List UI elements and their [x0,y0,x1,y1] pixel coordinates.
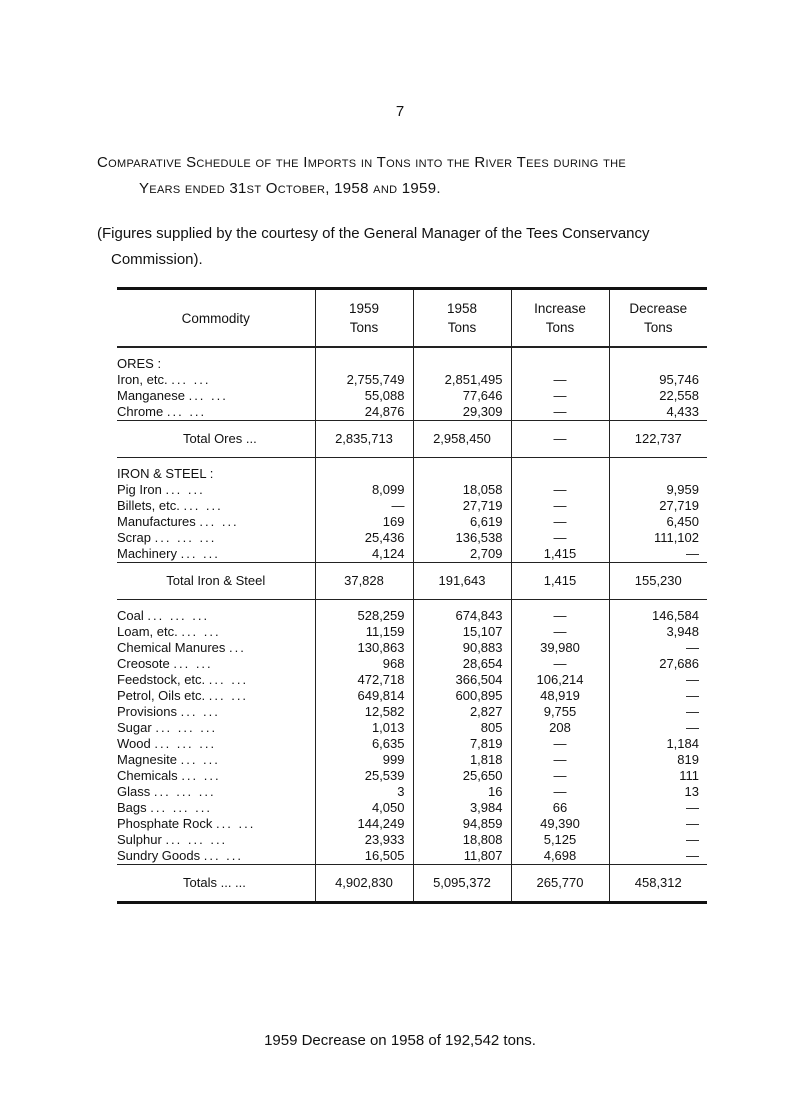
value-1959: 6,635 [315,736,413,752]
value-increase: — [511,752,609,768]
commodity-name: Sugar [117,720,152,735]
commodity-name: Feedstock, etc. [117,672,206,687]
commodity-cell [117,784,315,800]
commodity-cell [117,704,315,720]
commodity-cell [117,388,315,404]
value-decrease: — [609,546,707,563]
value-increase: — [511,372,609,388]
leader-dots: ... ... [180,752,220,767]
total-1958: 2,958,450 [413,421,511,458]
total-1958: 5,095,372 [413,865,511,902]
value-1958: 136,538 [413,530,511,546]
value-decrease: — [609,848,707,865]
header-increase: Increase Tons [511,290,609,347]
table-row [117,514,707,530]
value-1958: 11,807 [413,848,511,865]
leader-dots: ... ... ... [154,736,217,751]
value-1958: 27,719 [413,498,511,514]
leader-dots: ... ... [173,656,213,671]
commodity-cell [117,372,315,388]
value-increase: 48,919 [511,688,609,704]
value-1959: 3 [315,784,413,800]
value-1958: 77,646 [413,388,511,404]
value-1958: 18,808 [413,832,511,848]
commodity-name: Billets, etc. [117,498,180,513]
total-row [117,421,707,458]
leader-dots: ... ... [180,546,220,561]
section-heading: IRON & STEEL : [117,466,214,481]
table-row [117,482,707,498]
commodity-name: Creosote [117,656,170,671]
value-1958: 805 [413,720,511,736]
title-line-2: Years ended 31st October, 1958 and 1959. [139,180,441,197]
commodity-name: Chrome [117,404,164,419]
value-increase: — [511,736,609,752]
value-decrease: 111 [609,768,707,784]
commodity-name: Glass [117,784,151,799]
total-row [117,563,707,600]
value-increase: 106,214 [511,672,609,688]
value-1958: 15,107 [413,624,511,640]
leader-dots: ... [229,640,246,655]
total-increase: 1,415 [511,563,609,600]
title-line-1: Comparative Schedule of the Imports in Tons into the River Tees during the [97,154,627,171]
total-1959: 4,902,830 [315,865,413,902]
value-1959: 4,124 [315,546,413,563]
value-increase: 208 [511,720,609,736]
leader-dots: ... ... ... [154,530,217,545]
value-decrease: 95,746 [609,372,707,388]
value-decrease: 146,584 [609,608,707,624]
value-increase: — [511,482,609,498]
value-decrease: 6,450 [609,514,707,530]
table-bottom-rule [117,901,707,904]
value-1958: 6,619 [413,514,511,530]
commodity-cell [117,498,315,514]
commodity-name: Bags [117,800,147,815]
value-increase: — [511,514,609,530]
table-row [117,372,707,388]
empty-cell [413,356,511,372]
value-1958: 674,843 [413,608,511,624]
value-decrease: 9,959 [609,482,707,498]
leader-dots: ... ... [165,482,205,497]
value-decrease: — [609,816,707,832]
value-1958: 1,818 [413,752,511,768]
commodity-cell [117,482,315,498]
value-1958: 28,654 [413,656,511,672]
value-1959: 528,259 [315,608,413,624]
commodity-name: Chemical Manures [117,640,226,655]
commodity-name: Wood [117,736,151,751]
spacer-cell [511,458,609,467]
empty-cell [609,466,707,482]
empty-cell [511,356,609,372]
total-label [117,563,315,600]
total-1959: 2,835,713 [315,421,413,458]
leader-dots: ... ... ... [155,720,218,735]
value-decrease: 1,184 [609,736,707,752]
spacer-cell [315,347,413,356]
value-increase: 1,415 [511,546,609,563]
value-increase: — [511,404,609,421]
total-decrease: 458,312 [609,865,707,902]
value-1959: 4,050 [315,800,413,816]
table-row [117,752,707,768]
spacer-cell [117,347,315,356]
leader-dots: ... ... [208,688,249,703]
source-note-line-1: (Figures supplied by the courtesy of the General Manager of the Tees Conservancy [97,225,650,242]
section-heading-row [117,466,707,482]
leader-dots: ... ... ... [150,800,212,815]
commodity-cell [117,640,315,656]
leader-dots: ... ... [199,514,239,529]
value-1959: 8,099 [315,482,413,498]
spacer-row [117,458,707,467]
spacer-cell [609,600,707,609]
leader-dots: ... ... [208,672,249,687]
value-decrease: — [609,720,707,736]
value-increase: — [511,768,609,784]
value-1959: 11,159 [315,624,413,640]
value-1959: 16,505 [315,848,413,865]
commodity-name: Scrap [117,530,151,545]
value-increase: — [511,498,609,514]
commodity-name: Sulphur [117,832,162,847]
table-row [117,546,707,563]
value-decrease: 13 [609,784,707,800]
value-1958: 16 [413,784,511,800]
commodity-name: Manufactures [117,514,196,529]
value-increase: — [511,624,609,640]
spacer-row [117,600,707,609]
leader-dots: ... ... [216,816,256,831]
spacer-cell [413,347,511,356]
value-1958: 2,709 [413,546,511,563]
value-1959: 2,755,749 [315,372,413,388]
leader-dots: ... ... ... [153,784,216,799]
spacer-cell [117,600,315,609]
empty-cell [413,466,511,482]
commodity-name: Provisions [117,704,177,719]
leader-dots: ... ... ... [165,832,228,847]
table-row [117,656,707,672]
table-row [117,768,707,784]
leader-dots: ... ... [166,404,207,419]
value-1959: 55,088 [315,388,413,404]
value-1958: 2,851,495 [413,372,511,388]
table-row [117,816,707,832]
value-decrease: — [609,640,707,656]
table-row [117,800,707,816]
source-note [97,221,717,273]
table-row [117,624,707,640]
total-name: Total Iron & Steel [166,573,266,588]
value-1958: 7,819 [413,736,511,752]
leader-dots: ... ... [203,848,244,863]
commodity-cell [117,720,315,736]
leader-dots: ... ... [220,875,246,890]
value-1959: 130,863 [315,640,413,656]
source-note-line-2: Commission). [111,251,203,268]
commodity-name: Manganese [117,388,185,403]
value-increase: — [511,530,609,546]
value-decrease: — [609,832,707,848]
commodity-cell [117,624,315,640]
spacer-cell [609,458,707,467]
table-row [117,784,707,800]
value-1959: 12,582 [315,704,413,720]
commodity-cell [117,848,315,865]
commodity-cell [117,656,315,672]
header-1959: 1959 Tons [315,290,413,347]
total-decrease: 155,230 [609,563,707,600]
value-increase: — [511,784,609,800]
commodity-cell [117,768,315,784]
spacer-cell [511,347,609,356]
commodity-cell [117,608,315,624]
commodity-cell [117,832,315,848]
value-increase: — [511,388,609,404]
commodity-name: Phosphate Rock [117,816,213,831]
spacer-cell [117,458,315,467]
table-row [117,404,707,421]
commodity-name: Pig Iron [117,482,162,497]
spacer-cell [511,600,609,609]
page-number: 7 [395,103,405,120]
table-row [117,720,707,736]
value-1958: 2,827 [413,704,511,720]
leader-dots: ... [245,431,257,446]
commodity-cell [117,530,315,546]
commodity-name: Loam, etc. [117,624,178,639]
commodity-name: Iron, etc. [117,372,168,387]
table-row [117,704,707,720]
commodity-cell [117,514,315,530]
commodity-cell [117,672,315,688]
empty-cell [315,356,413,372]
value-1959: 25,436 [315,530,413,546]
section-heading: ORES : [117,356,162,371]
value-increase: 39,980 [511,640,609,656]
header-commodity: Commodity [117,290,315,347]
value-decrease: 27,719 [609,498,707,514]
total-1959: 37,828 [315,563,413,600]
value-1959: 1,013 [315,720,413,736]
commodity-name: Petrol, Oils etc. [117,688,206,703]
leader-dots: ... ... [171,372,211,387]
commodity-name: Sundry Goods [117,848,201,863]
value-1959: 649,814 [315,688,413,704]
commodity-name: Coal [117,608,144,623]
commodity-cell [117,752,315,768]
value-1959: 24,876 [315,404,413,421]
leader-dots: ... ... [181,768,221,783]
leader-dots: ... ... [183,498,223,513]
value-decrease: — [609,800,707,816]
value-1959: 472,718 [315,672,413,688]
value-increase: 5,125 [511,832,609,848]
page-title [97,150,717,202]
imports-table [117,287,707,904]
value-1959: 999 [315,752,413,768]
table-row [117,688,707,704]
value-1959: 968 [315,656,413,672]
commodity-cell [117,816,315,832]
value-decrease: — [609,688,707,704]
table-row [117,848,707,865]
value-decrease: — [609,704,707,720]
table-row [117,608,707,624]
value-1959: 23,933 [315,832,413,848]
value-1958: 29,309 [413,404,511,421]
value-increase: 49,390 [511,816,609,832]
leader-dots: ... ... ... [147,608,210,623]
value-decrease: 111,102 [609,530,707,546]
commodity-cell [117,736,315,752]
leader-dots: ... ... [188,388,228,403]
table-row [117,736,707,752]
value-decrease: 819 [609,752,707,768]
value-1958: 366,504 [413,672,511,688]
value-1959: 25,539 [315,768,413,784]
total-decrease: 122,737 [609,421,707,458]
value-increase: — [511,608,609,624]
table-header-row [117,290,707,347]
value-decrease: 3,948 [609,624,707,640]
leader-dots: ... ... [180,704,220,719]
value-1958: 94,859 [413,816,511,832]
commodity-name: Magnesite [117,752,177,767]
value-decrease: 4,433 [609,404,707,421]
table-row [117,832,707,848]
value-1958: 25,650 [413,768,511,784]
total-1958: 191,643 [413,563,511,600]
value-1959: 144,249 [315,816,413,832]
value-increase: 66 [511,800,609,816]
empty-cell [511,466,609,482]
commodity-cell [117,688,315,704]
commodity-name: Chemicals [117,768,178,783]
total-label [117,865,315,902]
total-name: Total Ores [183,431,243,446]
header-decrease: Decrease Tons [609,290,707,347]
value-1958: 18,058 [413,482,511,498]
commodity-cell [117,404,315,421]
total-increase: 265,770 [511,865,609,902]
decrease-summary: 1959 Decrease on 1958 of 192,542 tons. [264,1032,536,1049]
value-1958: 3,984 [413,800,511,816]
value-decrease: — [609,672,707,688]
table-row [117,640,707,656]
value-increase: — [511,656,609,672]
value-1958: 600,895 [413,688,511,704]
commodity-name: Machinery [117,546,177,561]
spacer-row [117,347,707,356]
empty-cell [315,466,413,482]
spacer-cell [315,458,413,467]
value-decrease: 22,558 [609,388,707,404]
empty-cell [609,356,707,372]
spacer-cell [413,458,511,467]
total-row [117,865,707,902]
total-name: Totals [183,875,217,890]
value-1959: — [315,498,413,514]
value-1958: 90,883 [413,640,511,656]
table-row [117,388,707,404]
leader-dots: ... ... [181,624,221,639]
total-increase: — [511,421,609,458]
spacer-cell [315,600,413,609]
table-row [117,498,707,514]
table-row [117,672,707,688]
value-increase: 9,755 [511,704,609,720]
commodity-cell [117,800,315,816]
value-increase: 4,698 [511,848,609,865]
commodity-cell [117,546,315,563]
total-label [117,421,315,458]
spacer-cell [609,347,707,356]
value-decrease: 27,686 [609,656,707,672]
section-heading-row [117,356,707,372]
spacer-cell [413,600,511,609]
table-row [117,530,707,546]
header-1958: 1958 Tons [413,290,511,347]
value-1959: 169 [315,514,413,530]
